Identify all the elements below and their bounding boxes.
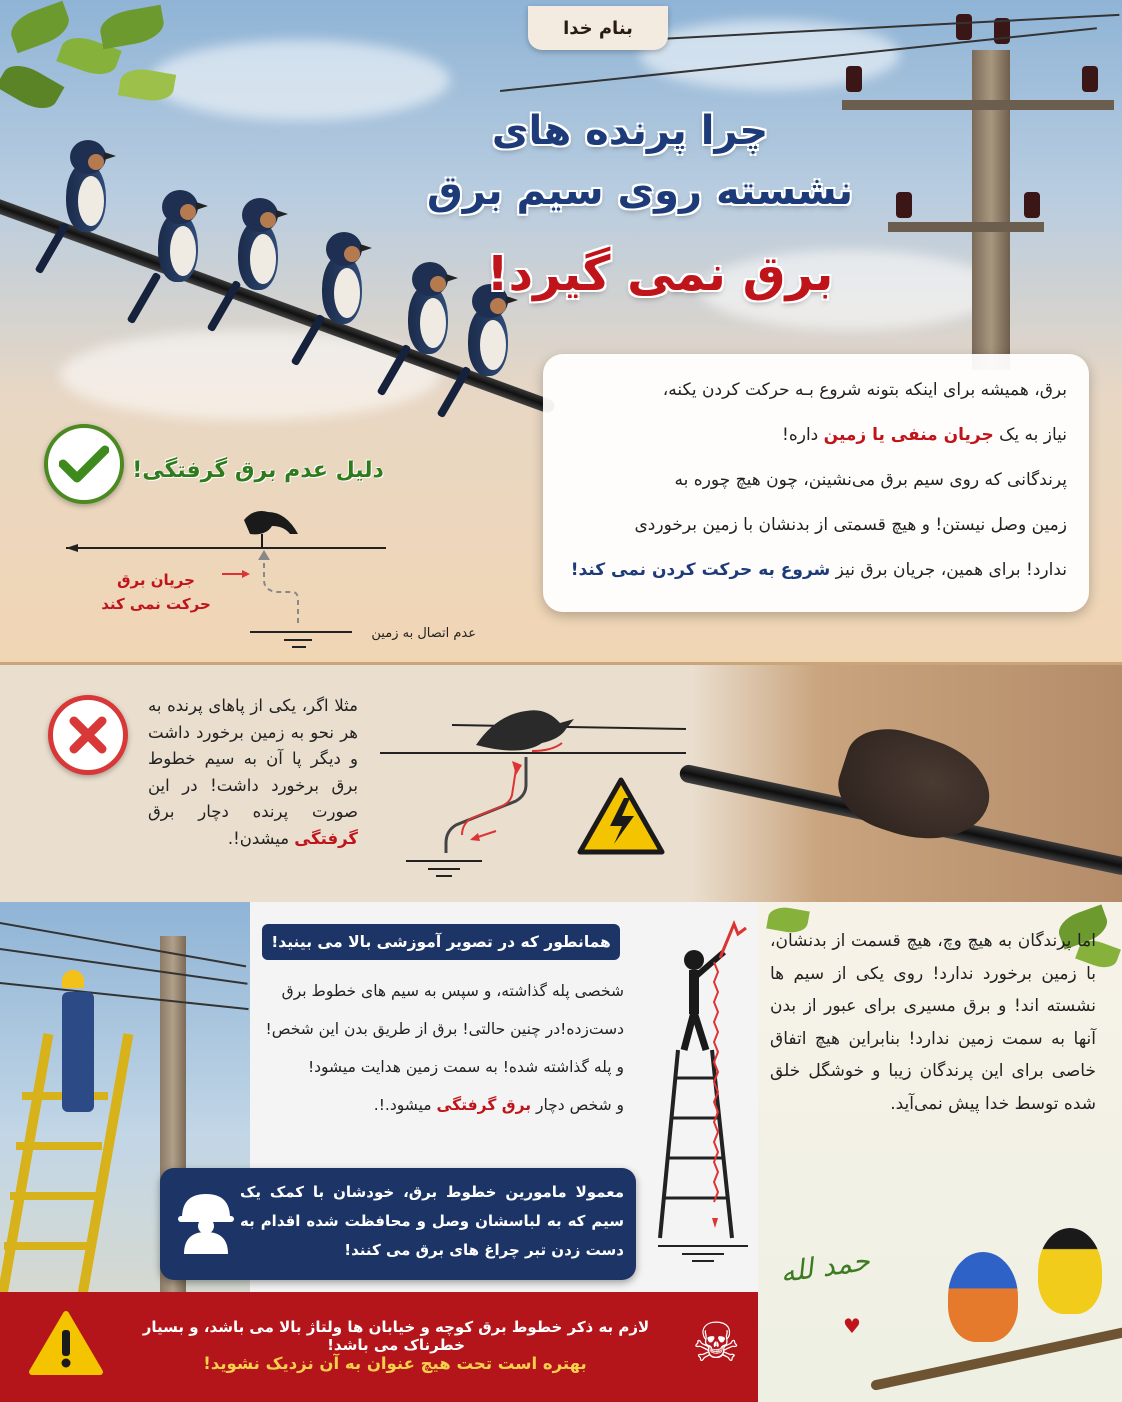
cloud — [150, 40, 450, 120]
yellow-bird — [1038, 1228, 1102, 1314]
title-line-2: نشسته روی سیم برق — [426, 168, 854, 214]
highlight-electrocution: برق گرفتگی — [436, 1096, 532, 1114]
birds-safe-text: اما پرندگان به هیچ وچ، هیچ قسمت از بدنشان، با زمین برخورد ندارد! روی یکی از سیم ها نشسته اند! و برق مسیری برای عبور از بدن آنها به سمت زمین ندارد! بنابراین هیچ اتفاق خاصی برای این پرندگان زیبا و خوشگل خلق شده توسط خدا پیش نمی‌آید. — [770, 931, 1096, 1114]
middle-section — [0, 662, 1122, 902]
ladder-rung — [10, 1192, 96, 1200]
insulator — [956, 14, 972, 40]
example-paragraph: مثلا اگر، یکی از پاهای پرنده به هر نحو به زمین برخورد داشت و دیگر پا آن به سیم خطوط برق برخورد داشت! در این صورت پرنده دچار برق گرفتگی میشدن!. — [148, 696, 358, 848]
heart-icon: ♥ — [843, 1314, 861, 1338]
power-line — [0, 982, 249, 1010]
leaf — [98, 5, 167, 50]
title-line-3: برق نمی گیرد! — [486, 246, 834, 302]
power-line — [0, 948, 248, 985]
bird-silhouette — [244, 511, 298, 534]
intro-info-box — [543, 354, 1089, 612]
insulator — [1024, 192, 1040, 218]
ground-label: عدم اتصال به زمین — [371, 626, 476, 641]
thanks-signature: حمد لله — [778, 1243, 872, 1290]
skull-crossbones-icon: ☠ — [692, 1311, 741, 1374]
human-section-title: همانطور که در تصویر آموزشی بالا می بینید! — [262, 924, 620, 960]
insulator — [846, 66, 862, 92]
swallow-bird — [58, 140, 128, 280]
pole-crossarm — [842, 100, 1114, 110]
title-line-1: چرا پرنده های — [491, 108, 769, 154]
check-icon — [44, 424, 124, 504]
highlight-ground: جریان منفی یا زمین — [823, 425, 994, 445]
pole-crossarm — [888, 222, 1044, 232]
warning-icon — [28, 1310, 104, 1380]
cross-icon — [48, 695, 128, 775]
ladder-rung — [16, 1142, 102, 1150]
highlight-electrocution: گرفتگی — [294, 828, 358, 848]
intro-line: ندارد! برای همین، جریان برق نیز شروع به حرکت کردن نمی کند! — [570, 560, 1067, 580]
bismillah-header: بنام خدا — [528, 6, 668, 50]
intro-line: زمین وصل نیستن! و هیچ قسمتی از بدنشان با زمین برخوردی — [634, 515, 1067, 535]
lineman-info-text: معمولا مامورین خطوط برق، خودشان با کمک یک سیم که به لباسشان وصل و محافظت شده اقدام به دست زدن تبر چراغ های برق می کنند! — [240, 1183, 624, 1259]
ladder-person-diagram — [650, 918, 760, 1268]
swallow-bird — [150, 190, 220, 330]
bluebird — [948, 1252, 1018, 1342]
reason-title: دلیل عدم برق گرفتگی! — [132, 458, 384, 483]
ladder-rung — [4, 1242, 90, 1250]
intro-line: پرندگانی که روی سیم برق می‌نشینن، چون هیچ چوره به — [674, 470, 1067, 490]
swallow-bird — [230, 198, 300, 338]
power-line — [0, 922, 246, 967]
insulator — [896, 192, 912, 218]
current-label: جریان برق حرکت نمی کند — [101, 571, 211, 613]
worker-helmet-icon — [174, 1188, 238, 1256]
ladder-rail — [0, 1033, 53, 1301]
swallow-bird — [314, 232, 384, 372]
utility-pole — [972, 50, 1010, 370]
warning-line-2: بهتره است تحت هیچ عنوان به آن نزدیک نشوید! — [203, 1354, 587, 1373]
highlight-no-movement: شروع به حرکت کردن نمی کند! — [570, 560, 831, 580]
lineman-worker — [62, 992, 94, 1112]
high-voltage-icon — [576, 776, 666, 860]
swallow-bird — [460, 284, 530, 424]
insulator — [1082, 66, 1098, 92]
worker-helmet — [62, 970, 84, 988]
leaf — [0, 57, 64, 116]
human-explanation-text: شخصی پله گذاشته، و سپس به سیم های خطوط برق دست‌زده!در چنین حالتی! برق از طریق بدن این شخص! و پله گذاشته شده! به سمت زمین هدایت میشود! و شخص دچار برق گرفتگی میشود.!. — [265, 982, 624, 1114]
top-section — [0, 0, 1122, 662]
dead-bird-photo — [690, 665, 1122, 902]
intro-line: نیاز به یک جریان منفی یا زمین داره! — [782, 425, 1067, 445]
warning-line-1: لازم به ذکر خطوط برق کوچه و خیابان ها ولتاژ بالا می باشد، و بسیار خطرناک می باشد! — [142, 1318, 650, 1354]
intro-line: برق، همیشه برای اینکه بتونه شروع بـه حرکت کردن یکنه، — [662, 380, 1067, 400]
